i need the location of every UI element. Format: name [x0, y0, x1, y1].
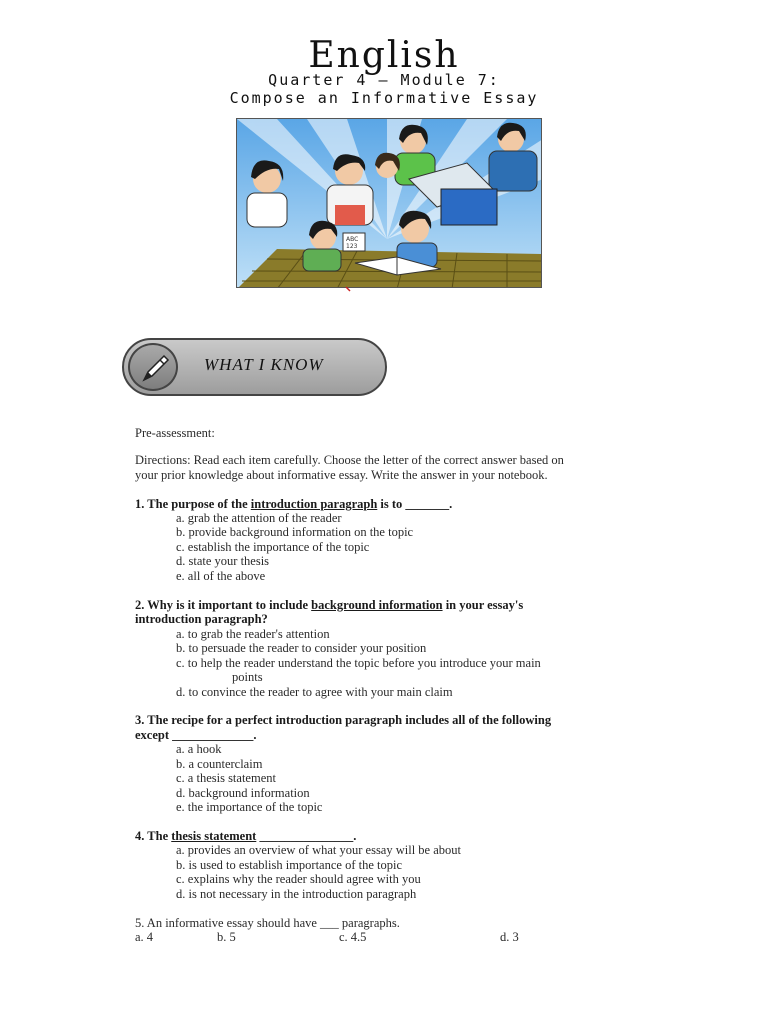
question-text: is to _______. [377, 497, 453, 511]
directions-line: Directions: Read each item carefully. Choose the letter of the correct answer based on [135, 453, 564, 467]
answer-choice: a. grab the attention of the reader [176, 511, 342, 525]
pencil-icon [136, 350, 172, 386]
question-text: _______________. [256, 829, 357, 843]
answer-choice: d. state your thesis [176, 554, 270, 568]
answer-choice: c. establish the importance of the topic [176, 540, 370, 554]
underlined-term: thesis statement [171, 829, 257, 843]
question-text: in your essay's [442, 598, 524, 612]
svg-text:123: 123 [346, 243, 358, 250]
answer-choice: a. 4 [135, 930, 154, 944]
module-topic: Compose an Informative Essay [229, 89, 539, 107]
pre-assessment-label: Pre-assessment: [135, 426, 215, 440]
question-3: 3. The recipe for a perfect introduction paragraph includes all of the following [135, 713, 552, 727]
answer-choice: b. provide background information on the topic [176, 525, 414, 539]
question-3-continued: except _____________. [135, 728, 257, 742]
answer-choice: d. to convince the reader to agree with your main claim [176, 685, 453, 699]
answer-choice: b. 5 [217, 930, 236, 944]
question-5: 5. An informative essay should have ___ paragraphs. [135, 916, 400, 930]
answer-choice: b. a counterclaim [176, 757, 263, 771]
answer-choice: d. 3 [500, 930, 519, 944]
answer-choice: e. the importance of the topic [176, 800, 323, 814]
question-2 [135, 598, 523, 613]
answer-choice: a. to grab the reader's attention [176, 627, 330, 641]
answer-choice: c. explains why the reader should agree with you [176, 872, 421, 886]
directions-line: your prior knowledge about informative essay. Write the answer in your notebook. [135, 468, 548, 482]
answer-choice: b. is used to establish importance of the topic [176, 858, 402, 872]
question-4 [135, 829, 356, 844]
answer-choice: a. provides an overview of what your essay will be about [176, 843, 461, 857]
question-1 [135, 497, 452, 512]
answer-choice: d. is not necessary in the introduction paragraph [176, 887, 417, 901]
question-2-continued: introduction paragraph? [135, 612, 268, 626]
question-text: 4. The [135, 829, 172, 843]
underlined-term: introduction paragraph [250, 497, 378, 511]
answer-choice: e. all of the above [176, 569, 266, 583]
answer-choice: a. a hook [176, 742, 222, 756]
pencil-icon-badge [128, 343, 178, 391]
what-i-know-banner [122, 338, 387, 396]
document-title: English [308, 35, 460, 76]
answer-choice: c. a thesis statement [176, 771, 276, 785]
answer-choice-continued: points [232, 670, 263, 684]
answer-choice: c. to help the reader understand the topic before you introduce your main [176, 656, 541, 670]
question-text: 1. The purpose of the [135, 497, 251, 511]
stray-mark [345, 286, 351, 292]
answer-choice: d. background information [176, 786, 310, 800]
answer-choice: c. 4.5 [339, 930, 367, 944]
module-subtitle: Quarter 4 – Module 7: [268, 71, 500, 89]
section-heading: WHAT I KNOW [204, 355, 324, 374]
svg-text:ABC: ABC [346, 236, 359, 243]
answer-choice: b. to persuade the reader to consider your position [176, 641, 427, 655]
underlined-term: background information [311, 598, 443, 612]
classroom-illustration [236, 118, 542, 288]
question-text: 2. Why is it important to include [135, 598, 312, 612]
